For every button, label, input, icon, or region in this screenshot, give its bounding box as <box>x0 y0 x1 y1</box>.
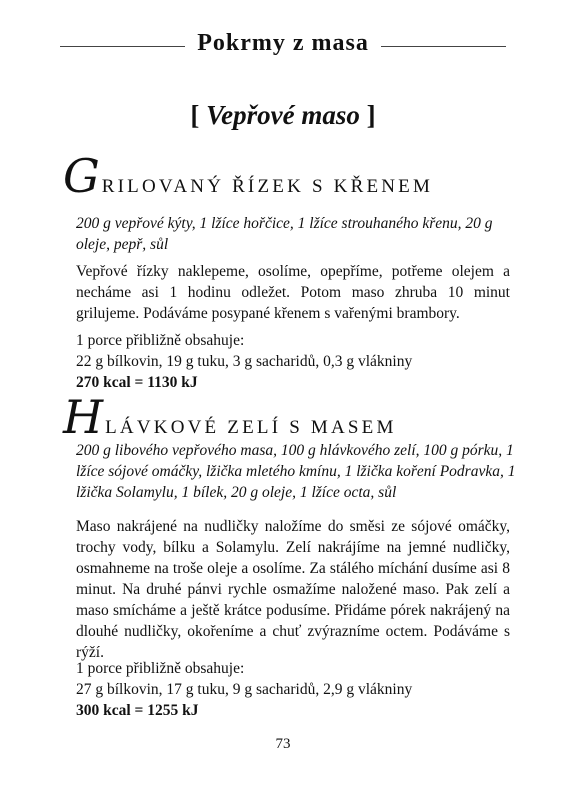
recipe-title-initial: H <box>63 390 104 444</box>
section-title-text: Vepřové maso <box>206 100 360 130</box>
section-bracket-open: [ <box>190 100 207 130</box>
page-header <box>60 30 506 57</box>
header-rule-right <box>381 46 506 47</box>
recipe-ingredients: 200 g vepřové kýty, 1 lžíce hořčice, 1 lžíce strouhaného křenu, 20 g oleje, pepř, sůl <box>76 215 493 253</box>
recipe-title <box>63 149 434 203</box>
header-rule-left <box>60 46 185 47</box>
nutrition-energy: 270 kcal = 1130 kJ <box>76 374 198 391</box>
nutrition-intro: 1 porce přibližně obsahuje: <box>76 660 245 677</box>
nutrition-values: 27 g bílkovin, 17 g tuku, 9 g sacharidů, 2,9 g vlákniny <box>76 681 413 698</box>
nutrition-intro: 1 porce přibližně obsahuje: <box>76 332 245 349</box>
page-number: 73 <box>275 736 291 752</box>
recipe-title-initial: G <box>63 149 100 203</box>
recipe-method: Maso nakrájené na nudličky naložíme do směsi ze sójové omáčky, trochy vody, bílku a Solamylu. Zelí nakrájíme na jemné nudličky, osmahneme na troše oleje a osolíme. Za stálého míchání dusíme asi 8 minut. Na druhé pánvi rychle osmažíme naložené maso. Pak zelí a maso smícháme a ještě krátce podusíme. Přidáme pórek nakrájený na dlouhé nudličky, okořeníme a chuť zvýrazníme octem. Podáváme s rýží. <box>76 518 510 661</box>
chapter-title: Pokrmy z masa <box>197 30 369 56</box>
recipe-title-rest: LÁVKOVÉ ZELÍ S MASEM <box>105 417 397 438</box>
recipe-ingredients: 200 g libového vepřového masa, 100 g hlávkového zelí, 100 g pórku, 1 lžíce sójové omáčky, lžička mletého kmínu, 1 lžička koření Podravka, 1 lžička Solamylu, 1 bílek, 20 g oleje, 1 lžíce octa, sůl <box>76 442 516 501</box>
nutrition-values: 22 g bílkovin, 19 g tuku, 3 g sacharidů, 0,3 g vlákniny <box>76 353 413 370</box>
section-title <box>0 100 566 131</box>
recipe-method: Vepřové řízky naklepeme, osolíme, opepříme, potřeme olejem a necháme asi 1 hodinu odležet. Potom maso zhruba 10 minut grilujeme. Podáváme posypané křenem s vařenými brambory. <box>76 263 510 322</box>
recipe-nutrition <box>76 330 516 393</box>
recipe-title <box>63 390 397 444</box>
recipe-nutrition <box>76 658 516 721</box>
section-bracket-close: ] <box>359 100 376 130</box>
recipe-title-rest: RILOVANÝ ŘÍZEK S KŘENEM <box>101 176 434 197</box>
nutrition-energy: 300 kcal = 1255 kJ <box>76 702 199 719</box>
